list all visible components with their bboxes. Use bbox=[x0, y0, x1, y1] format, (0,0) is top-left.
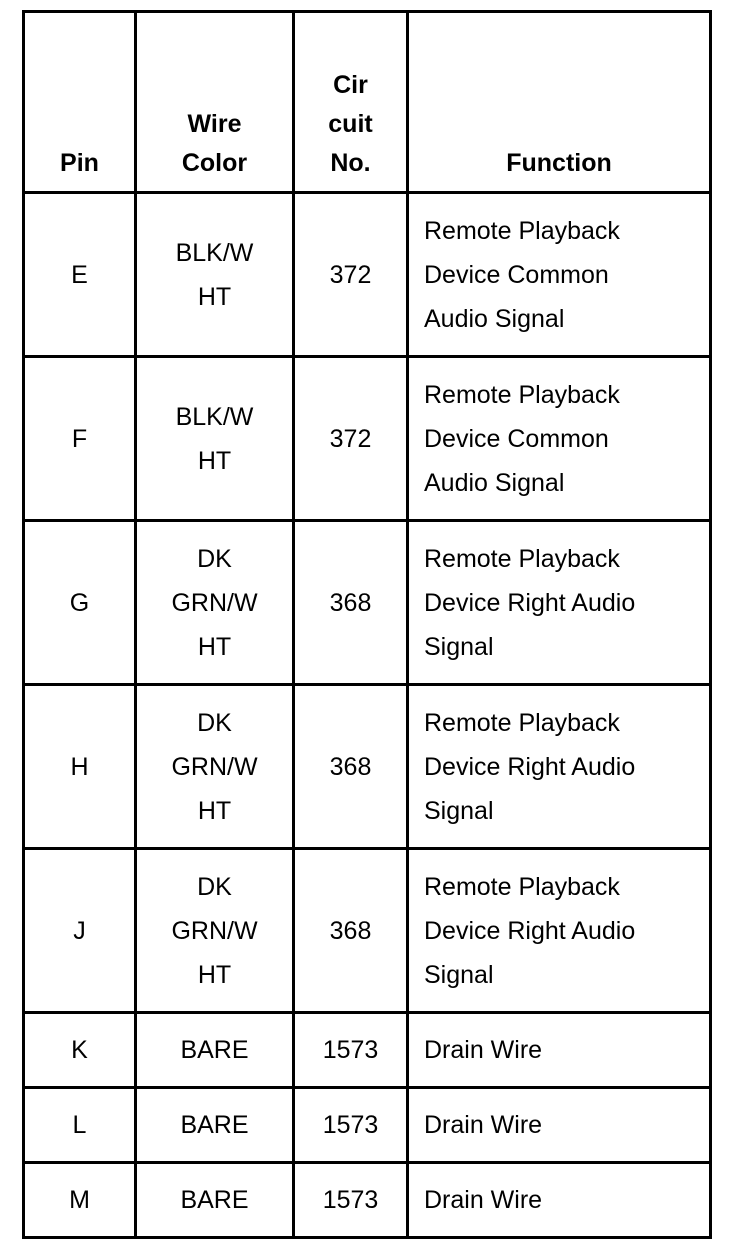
cell-wire-color: BARE bbox=[136, 1163, 294, 1238]
table-row bbox=[24, 1088, 711, 1163]
table-row bbox=[24, 521, 711, 685]
cell-pin: E bbox=[24, 193, 136, 357]
wiring-table-container bbox=[22, 10, 712, 1239]
cell-pin: H bbox=[24, 685, 136, 849]
cell-function: Remote Playback Device Common Audio Signal bbox=[408, 357, 711, 521]
cell-circuit: 1573 bbox=[294, 1088, 408, 1163]
table-row bbox=[24, 193, 711, 357]
cell-wire-color: DK GRN/W HT bbox=[136, 849, 294, 1013]
cell-pin: J bbox=[24, 849, 136, 1013]
cell-circuit: 368 bbox=[294, 521, 408, 685]
cell-wire-color: BLK/W HT bbox=[136, 193, 294, 357]
table-row bbox=[24, 849, 711, 1013]
cell-function: Drain Wire bbox=[408, 1088, 711, 1163]
cell-pin: M bbox=[24, 1163, 136, 1238]
cell-function: Drain Wire bbox=[408, 1013, 711, 1088]
cell-circuit: 1573 bbox=[294, 1013, 408, 1088]
cell-wire-color: BARE bbox=[136, 1088, 294, 1163]
header-function: Function bbox=[408, 12, 711, 193]
table-row bbox=[24, 357, 711, 521]
table-row bbox=[24, 1163, 711, 1238]
cell-function: Drain Wire bbox=[408, 1163, 711, 1238]
cell-function: Remote Playback Device Right Audio Signal bbox=[408, 521, 711, 685]
cell-function: Remote Playback Device Right Audio Signal bbox=[408, 685, 711, 849]
header-wire-color: Wire Color bbox=[136, 12, 294, 193]
cell-pin: G bbox=[24, 521, 136, 685]
cell-circuit: 368 bbox=[294, 849, 408, 1013]
cell-wire-color: DK GRN/W HT bbox=[136, 685, 294, 849]
cell-pin: F bbox=[24, 357, 136, 521]
cell-wire-color: BARE bbox=[136, 1013, 294, 1088]
cell-pin: K bbox=[24, 1013, 136, 1088]
cell-circuit: 1573 bbox=[294, 1163, 408, 1238]
cell-pin: L bbox=[24, 1088, 136, 1163]
table-header-row bbox=[24, 12, 711, 193]
cell-circuit: 372 bbox=[294, 357, 408, 521]
header-circuit-no: Cir cuit No. bbox=[294, 12, 408, 193]
cell-function: Remote Playback Device Common Audio Signal bbox=[408, 193, 711, 357]
connector-pinout-table bbox=[22, 10, 712, 1239]
header-pin: Pin bbox=[24, 12, 136, 193]
cell-circuit: 372 bbox=[294, 193, 408, 357]
table-row bbox=[24, 1013, 711, 1088]
cell-function: Remote Playback Device Right Audio Signal bbox=[408, 849, 711, 1013]
cell-circuit: 368 bbox=[294, 685, 408, 849]
cell-wire-color: DK GRN/W HT bbox=[136, 521, 294, 685]
table-row bbox=[24, 685, 711, 849]
cell-wire-color: BLK/W HT bbox=[136, 357, 294, 521]
